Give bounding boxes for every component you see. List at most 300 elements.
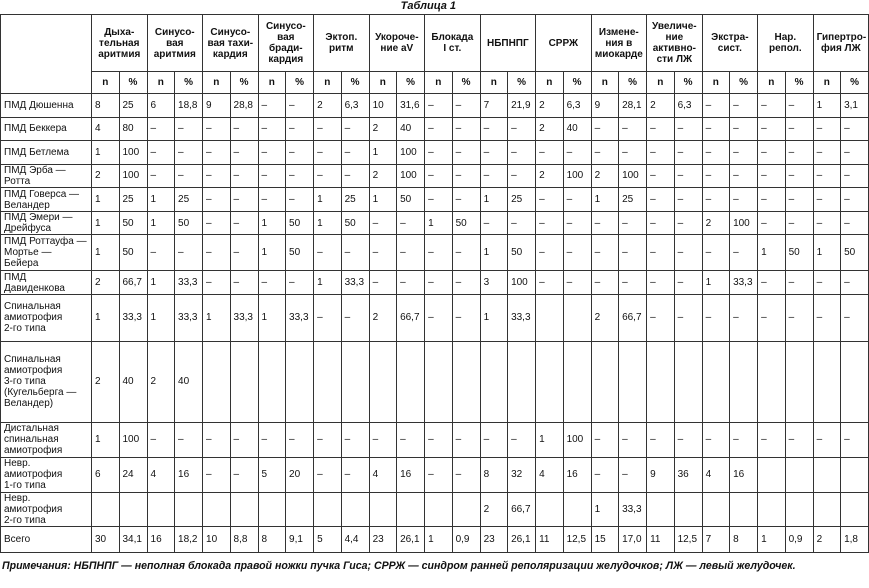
cell-percent: 100	[563, 164, 591, 188]
cell-n: 3	[480, 271, 508, 295]
table-row	[1, 164, 869, 188]
table-row	[1, 117, 869, 141]
cell-n: 2	[536, 164, 564, 188]
cell-percent: 33,3	[175, 271, 203, 295]
cell-n	[702, 492, 730, 527]
cell-n: –	[647, 294, 675, 341]
cell-n: –	[591, 457, 619, 492]
cell-n: –	[647, 211, 675, 235]
cell-n: 4	[147, 457, 175, 492]
cell-n: –	[258, 422, 286, 457]
cell-percent: –	[230, 235, 258, 271]
cell-percent: 50	[341, 211, 369, 235]
cell-percent: –	[508, 422, 536, 457]
cell-n: 2	[369, 164, 397, 188]
cell-percent: –	[508, 211, 536, 235]
cell-percent	[508, 341, 536, 422]
cell-percent: –	[341, 164, 369, 188]
cell-percent	[563, 492, 591, 527]
cell-n: 1	[480, 235, 508, 271]
cell-percent: –	[508, 141, 536, 165]
cell-n: 1	[258, 294, 286, 341]
cell-n: –	[591, 422, 619, 457]
cell-n: –	[425, 294, 453, 341]
cell-n: 1	[702, 271, 730, 295]
cell-n: –	[758, 294, 786, 341]
cell-percent: 50	[175, 211, 203, 235]
cell-n: 1	[369, 188, 397, 212]
cell-n: 1	[147, 211, 175, 235]
cell-percent: –	[619, 457, 647, 492]
cell-n: 8	[480, 457, 508, 492]
sub-header-percent: %	[619, 72, 647, 94]
cell-percent: 25	[619, 188, 647, 212]
cell-n: –	[591, 141, 619, 165]
cell-n	[314, 341, 342, 422]
cell-n: –	[813, 211, 841, 235]
cell-percent: 25	[175, 188, 203, 212]
sub-header-n: n	[369, 72, 397, 94]
cell-percent: –	[619, 141, 647, 165]
sub-header-percent: %	[674, 72, 702, 94]
cell-n: 2	[536, 117, 564, 141]
cell-n: 1	[147, 294, 175, 341]
cell-n: –	[647, 141, 675, 165]
sub-header-percent: %	[841, 72, 869, 94]
cell-percent: 50	[508, 235, 536, 271]
cell-percent: –	[785, 271, 813, 295]
cell-percent: 34,1	[119, 527, 147, 553]
cell-n: –	[591, 271, 619, 295]
cell-percent: 17,0	[619, 527, 647, 553]
cell-n: 2	[147, 341, 175, 422]
cell-n: 2	[92, 341, 120, 422]
cell-percent: –	[230, 164, 258, 188]
cell-n	[536, 341, 564, 422]
cell-percent: –	[674, 117, 702, 141]
cell-percent: –	[397, 271, 425, 295]
cell-percent: –	[674, 141, 702, 165]
cell-n: –	[702, 141, 730, 165]
column-header: Гипертро- фия ЛЖ	[813, 15, 869, 72]
cell-percent: –	[619, 211, 647, 235]
cell-percent: –	[508, 164, 536, 188]
cell-percent	[119, 492, 147, 527]
cell-percent: –	[341, 117, 369, 141]
sub-header-n: n	[203, 72, 231, 94]
cell-n: 1	[591, 188, 619, 212]
cell-n: 23	[480, 527, 508, 553]
cell-percent: –	[452, 117, 480, 141]
cell-percent: 28,1	[619, 94, 647, 118]
cell-n: –	[758, 188, 786, 212]
cell-n: –	[647, 188, 675, 212]
cell-n: –	[314, 164, 342, 188]
sub-header-percent: %	[508, 72, 536, 94]
cell-percent: 36	[674, 457, 702, 492]
cell-percent: 6,3	[563, 94, 591, 118]
cell-percent	[230, 341, 258, 422]
cell-percent: 100	[119, 164, 147, 188]
cell-percent: –	[508, 117, 536, 141]
cell-percent: –	[452, 422, 480, 457]
cell-n: –	[758, 117, 786, 141]
cell-n: 30	[92, 527, 120, 553]
cell-percent: 50	[785, 235, 813, 271]
cell-n	[591, 341, 619, 422]
cell-n: 9	[203, 94, 231, 118]
column-header: Увеличе- ние активно- сти ЛЖ	[647, 15, 703, 72]
table-row	[1, 457, 869, 492]
row-label: Спинальная амиотрофия 2-го типа	[1, 294, 92, 341]
header-row-n-percent	[1, 72, 869, 94]
cell-percent: –	[619, 271, 647, 295]
cell-n: 23	[369, 527, 397, 553]
cell-n: 4	[702, 457, 730, 492]
cell-n: –	[813, 117, 841, 141]
cell-percent	[619, 341, 647, 422]
cell-percent	[674, 492, 702, 527]
cell-percent: 50	[119, 211, 147, 235]
cell-percent: –	[674, 422, 702, 457]
cell-n	[813, 492, 841, 527]
cell-n: –	[425, 94, 453, 118]
cell-percent: –	[397, 422, 425, 457]
table-row	[1, 141, 869, 165]
cell-n	[203, 492, 231, 527]
cell-percent: –	[730, 294, 758, 341]
cell-n: 1	[92, 211, 120, 235]
cell-n: 1	[369, 141, 397, 165]
cell-percent: –	[563, 271, 591, 295]
cell-n: 1	[92, 188, 120, 212]
cell-percent: –	[785, 164, 813, 188]
cell-percent: –	[175, 141, 203, 165]
column-header: Синусо- вая аритмия	[147, 15, 203, 72]
cell-percent: 40	[397, 117, 425, 141]
cell-n: 8	[92, 94, 120, 118]
cell-n: 1	[258, 211, 286, 235]
cell-percent: 8,8	[230, 527, 258, 553]
row-label: ПМД Говерса — Веландер	[1, 188, 92, 212]
cell-n: 15	[591, 527, 619, 553]
cell-n: –	[758, 422, 786, 457]
cell-percent: 0,9	[785, 527, 813, 553]
cell-percent: –	[619, 422, 647, 457]
cell-percent: 21,9	[508, 94, 536, 118]
row-label: ПМД Эрба — Ротта	[1, 164, 92, 188]
cell-percent: –	[730, 422, 758, 457]
cell-percent: –	[674, 164, 702, 188]
cell-percent: 33,3	[619, 492, 647, 527]
cell-n: 2	[591, 294, 619, 341]
cell-percent: –	[841, 211, 869, 235]
column-header: Синусо- вая бради- кардия	[258, 15, 314, 72]
cell-percent: –	[397, 211, 425, 235]
cell-percent: 40	[175, 341, 203, 422]
cell-n: 1	[591, 492, 619, 527]
cell-n: –	[813, 422, 841, 457]
table-row	[1, 527, 869, 553]
column-header: НБПНПГ	[480, 15, 536, 72]
table-row	[1, 422, 869, 457]
cell-percent: –	[841, 188, 869, 212]
cell-percent	[452, 492, 480, 527]
cell-percent: –	[397, 235, 425, 271]
cell-percent: –	[230, 211, 258, 235]
column-header: Блокада I ст.	[425, 15, 481, 72]
cell-percent: –	[175, 117, 203, 141]
cell-percent	[841, 492, 869, 527]
cell-percent: 50	[452, 211, 480, 235]
sub-header-percent: %	[175, 72, 203, 94]
cell-n: 16	[147, 527, 175, 553]
cell-percent: 66,7	[619, 294, 647, 341]
cell-n: 9	[591, 94, 619, 118]
cell-percent: –	[841, 141, 869, 165]
cell-n: 1	[813, 94, 841, 118]
cell-n: –	[702, 294, 730, 341]
cell-n	[92, 492, 120, 527]
column-header: Нар. репол.	[758, 15, 814, 72]
cell-percent: 40	[563, 117, 591, 141]
row-label: Дистальная спинальная амиотрофия	[1, 422, 92, 457]
cell-percent: –	[230, 188, 258, 212]
cell-percent: 50	[286, 235, 314, 271]
cell-n: 1	[758, 235, 786, 271]
cell-percent: 33,3	[341, 271, 369, 295]
cell-percent	[452, 341, 480, 422]
cell-percent: 16	[397, 457, 425, 492]
cell-n	[314, 492, 342, 527]
cell-n: 2	[314, 94, 342, 118]
cell-percent: 12,5	[563, 527, 591, 553]
cell-n: –	[258, 117, 286, 141]
cell-percent: –	[730, 141, 758, 165]
cell-percent: –	[730, 235, 758, 271]
cell-n: –	[369, 235, 397, 271]
cell-n: –	[702, 188, 730, 212]
sub-header-n: n	[258, 72, 286, 94]
cell-n: –	[591, 211, 619, 235]
cell-percent	[563, 341, 591, 422]
cell-n: 9	[647, 457, 675, 492]
cell-n: –	[758, 141, 786, 165]
cell-percent: 12,5	[674, 527, 702, 553]
cell-percent: 50	[286, 211, 314, 235]
cell-n: 5	[314, 527, 342, 553]
column-header: СРРЖ	[536, 15, 592, 72]
cell-n: –	[258, 164, 286, 188]
cell-percent: –	[175, 164, 203, 188]
cell-percent: 100	[730, 211, 758, 235]
cell-percent: –	[674, 211, 702, 235]
cell-percent: 16	[175, 457, 203, 492]
row-label: ПМД Дюшенна	[1, 94, 92, 118]
cell-percent: –	[785, 188, 813, 212]
cell-n: –	[813, 294, 841, 341]
cell-n	[369, 341, 397, 422]
cell-n: –	[425, 188, 453, 212]
cell-n: –	[258, 188, 286, 212]
cell-percent: –	[286, 94, 314, 118]
cell-n: –	[314, 141, 342, 165]
cell-n: –	[203, 211, 231, 235]
table-body	[1, 94, 869, 553]
cell-n: –	[480, 141, 508, 165]
cell-percent: 66,7	[119, 271, 147, 295]
row-label: ПМД Эмери — Дрейфуса	[1, 211, 92, 235]
cell-percent: 80	[119, 117, 147, 141]
cell-n: 1	[314, 188, 342, 212]
cell-n	[369, 492, 397, 527]
cell-percent: 33,3	[508, 294, 536, 341]
cell-n: –	[314, 422, 342, 457]
cell-percent: 20	[286, 457, 314, 492]
sub-header-percent: %	[563, 72, 591, 94]
cell-n: 1	[92, 141, 120, 165]
cell-percent: 66,7	[397, 294, 425, 341]
cell-percent: –	[619, 117, 647, 141]
cell-percent: 25	[119, 94, 147, 118]
cell-percent: 50	[841, 235, 869, 271]
cell-percent: 50	[119, 235, 147, 271]
cell-n: –	[203, 457, 231, 492]
cell-n: –	[314, 117, 342, 141]
cell-percent: 33,3	[119, 294, 147, 341]
cell-percent: –	[175, 235, 203, 271]
cell-percent: 40	[119, 341, 147, 422]
cell-percent: 8	[730, 527, 758, 553]
cell-percent: 100	[508, 271, 536, 295]
cell-n: 11	[536, 527, 564, 553]
cell-n: –	[147, 141, 175, 165]
cell-percent: 33,3	[175, 294, 203, 341]
cell-n: 1	[314, 271, 342, 295]
sub-header-percent: %	[452, 72, 480, 94]
data-table	[0, 14, 869, 553]
table-title: Таблица 1	[400, 0, 456, 12]
cell-percent: –	[452, 235, 480, 271]
cell-n: –	[314, 235, 342, 271]
cell-percent: 100	[119, 141, 147, 165]
cell-percent: –	[230, 422, 258, 457]
cell-n: –	[425, 422, 453, 457]
sub-header-percent: %	[230, 72, 258, 94]
sub-header-n: n	[702, 72, 730, 94]
cell-n: 7	[480, 94, 508, 118]
cell-percent: 6,3	[341, 94, 369, 118]
cell-percent: –	[730, 94, 758, 118]
cell-n: –	[314, 294, 342, 341]
cell-percent: 33,3	[230, 294, 258, 341]
cell-percent: 26,1	[508, 527, 536, 553]
cell-percent: 32	[508, 457, 536, 492]
cell-percent: –	[841, 422, 869, 457]
cell-percent	[286, 492, 314, 527]
cell-n: 10	[203, 527, 231, 553]
cell-n: –	[647, 422, 675, 457]
cell-percent: 31,6	[397, 94, 425, 118]
sub-header-percent: %	[730, 72, 758, 94]
cell-n: 11	[647, 527, 675, 553]
cell-percent	[841, 341, 869, 422]
column-header: Укороче- ние aV	[369, 15, 425, 72]
sub-header-n: n	[480, 72, 508, 94]
cell-n: 7	[702, 527, 730, 553]
cell-n: 1	[314, 211, 342, 235]
cell-n: 1	[203, 294, 231, 341]
cell-percent	[341, 341, 369, 422]
sub-header-n: n	[147, 72, 175, 94]
table-row	[1, 271, 869, 295]
cell-percent: 9,1	[286, 527, 314, 553]
sub-header-percent: %	[119, 72, 147, 94]
cell-percent: –	[175, 422, 203, 457]
cell-n: –	[425, 235, 453, 271]
table-row	[1, 492, 869, 527]
cell-percent: 100	[619, 164, 647, 188]
cell-n: 2	[92, 164, 120, 188]
cell-n: –	[758, 211, 786, 235]
cell-n: –	[203, 188, 231, 212]
cell-percent: –	[452, 294, 480, 341]
cell-n: –	[758, 94, 786, 118]
cell-percent: –	[341, 235, 369, 271]
cell-percent: 25	[508, 188, 536, 212]
cell-n: 2	[369, 117, 397, 141]
cell-n: –	[536, 141, 564, 165]
cell-percent	[397, 492, 425, 527]
cell-percent: –	[674, 188, 702, 212]
cell-percent: –	[785, 294, 813, 341]
row-label: Всего	[1, 527, 92, 553]
row-label: ПМД Роттауфа — Мортье — Бейера	[1, 235, 92, 271]
sub-header-n: n	[425, 72, 453, 94]
cell-percent: 100	[119, 422, 147, 457]
cell-percent: –	[841, 164, 869, 188]
cell-n: 2	[702, 211, 730, 235]
cell-percent: –	[785, 211, 813, 235]
cell-n: 1	[425, 527, 453, 553]
cell-n: –	[203, 422, 231, 457]
cell-percent: 16	[730, 457, 758, 492]
cell-n: 1	[480, 188, 508, 212]
cell-percent: –	[341, 141, 369, 165]
cell-n: 1	[147, 271, 175, 295]
cell-n: 2	[536, 94, 564, 118]
header-row-groups	[1, 15, 869, 72]
cell-percent: –	[452, 94, 480, 118]
cell-n	[425, 341, 453, 422]
cell-percent	[730, 492, 758, 527]
cell-percent: –	[452, 141, 480, 165]
cell-n: –	[147, 422, 175, 457]
sub-header-percent: %	[286, 72, 314, 94]
row-label: Спинальная амиотрофия 3-го типа (Кугельберга — Веландер)	[1, 341, 92, 422]
cell-n: –	[314, 457, 342, 492]
cell-n: –	[647, 117, 675, 141]
cell-n: –	[425, 457, 453, 492]
cell-n	[758, 341, 786, 422]
cell-n	[647, 341, 675, 422]
cell-n: 2	[813, 527, 841, 553]
cell-percent: –	[452, 457, 480, 492]
cell-percent: –	[563, 235, 591, 271]
cell-percent: –	[341, 457, 369, 492]
footnote: Примечания: НБПНПГ — неполная блокада правой ножки пучка Гиса; СРРЖ — синдром ранней реполяризации желудочков; ЛЖ — левый желудочек.	[2, 560, 796, 572]
cell-percent: 28,8	[230, 94, 258, 118]
